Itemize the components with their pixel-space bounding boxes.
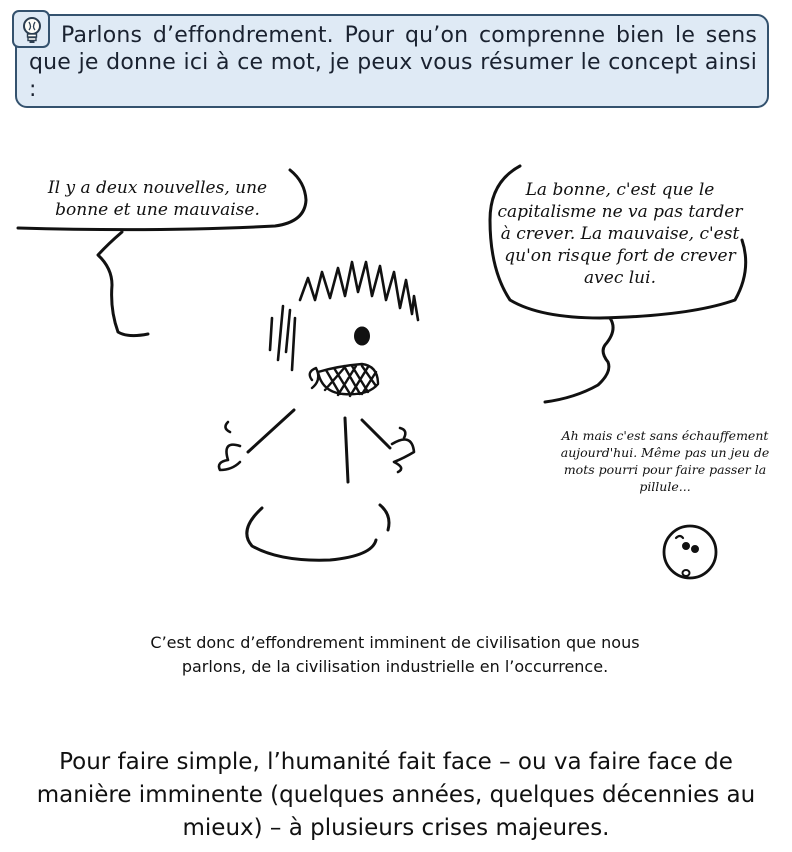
character-arm-right [362, 420, 390, 448]
character-hair [270, 262, 418, 370]
character-mouth [318, 364, 378, 396]
caption-big: Pour faire simple, l’humanité fait face – ou va faire face de manière imminente (quelques années, quelques décennies au mieux) – à plusieurs crises majeures. [36, 749, 756, 841]
character-arm-left [248, 410, 294, 452]
character-hand-left [219, 422, 240, 470]
speech-bubble-right-text: La bonne, c'est que le capitalisme ne va pas tarder à crever. La mauvaise, c'est qu'on risque fort de crever avec lui. [497, 180, 743, 288]
aside-remark-text: Ah mais c'est sans échauffement aujourd'hui. Même pas un jeu de mots pourri pour faire passer la pillule... [560, 428, 770, 494]
character-body [247, 418, 389, 560]
small-character-head [664, 526, 716, 578]
caption-small: C’est donc d’effondrement imminent de civilisation que nous parlons, de la civilisation industrielle en l’occurrence. [150, 633, 640, 676]
intro-text: Parlons d’effondrement. Pour qu’on comprenne bien le sens que je donne ici à ce mot, je peux vous résumer le concept ainsi : [29, 23, 757, 102]
speech-bubble-left-text: Il y a deux nouvelles, une bonne et une mauvaise. [47, 178, 268, 220]
character-eye [356, 328, 369, 344]
character-hand-right [392, 428, 414, 472]
